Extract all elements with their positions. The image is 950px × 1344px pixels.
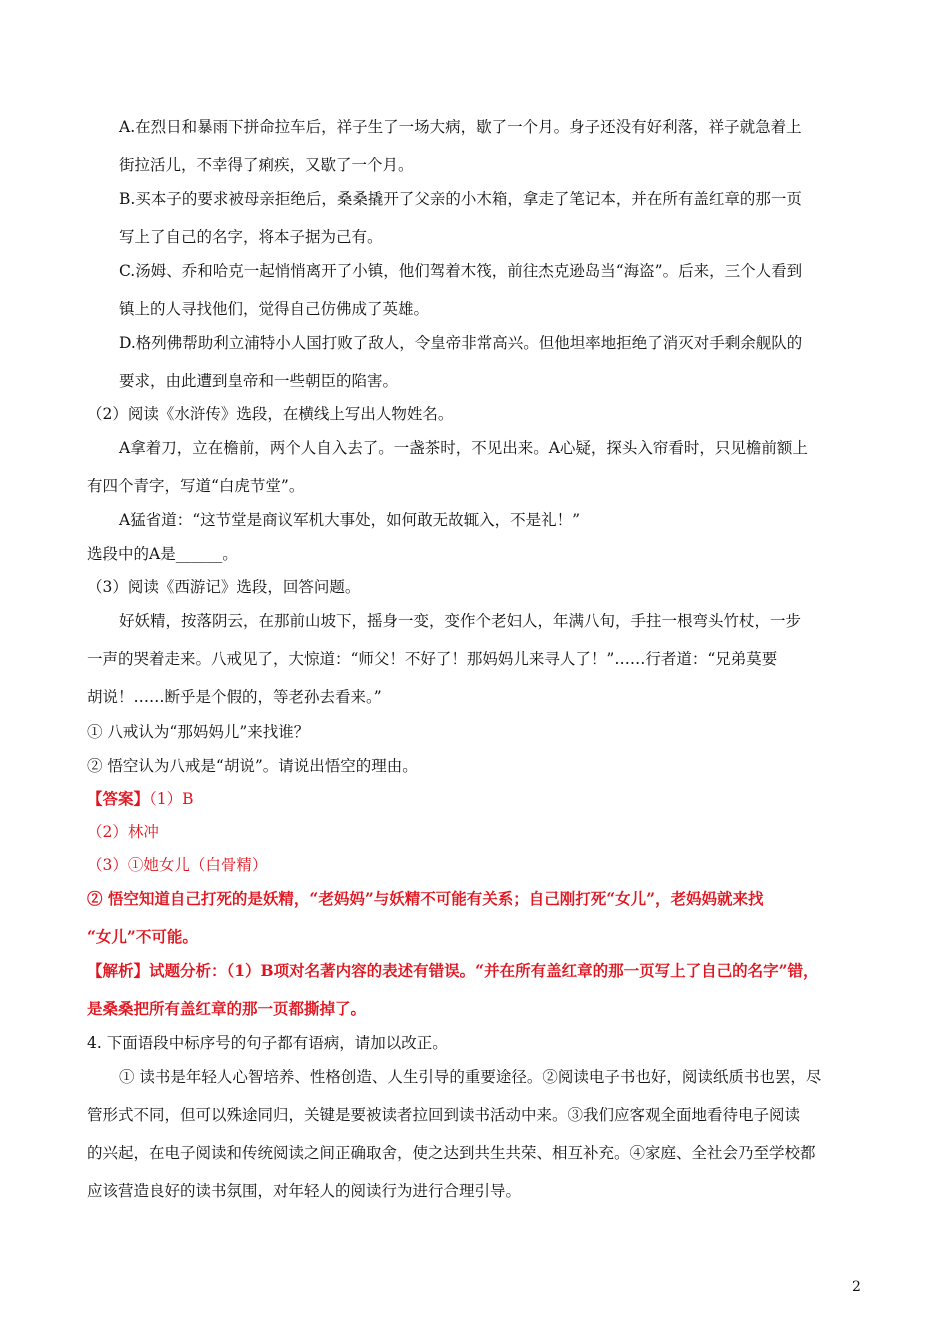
part3-passage-line2: 一声的哭着走来。八戒见了，大惊道：“师父！不好了！那妈妈儿来寻人了！”……行者道：“兄弟莫要 [87, 650, 778, 668]
q4-line4: 应该营造良好的读书氛围，对年轻人的阅读行为进行合理引导。 [87, 1182, 522, 1200]
answer-part4-line2: “女儿”不可能。 [87, 927, 198, 946]
part2-prompt: （2）阅读《水浒传》选段，在横线上写出人物姓名。 [87, 405, 454, 423]
part2-passage-line3: A猛省道：“这节堂是商议军机大事处，如何敢无故辄入，不是礼！” [119, 511, 581, 529]
option-a-line1: A.在烈日和暴雨下拼命拉车后，祥子生了一场大病，歇了一个月。身子还没有好利落，祥子就急着上 [119, 118, 802, 136]
part3-prompt: （3）阅读《西游记》选段，回答问题。 [87, 578, 361, 596]
answer-tag: 【答案】 [87, 789, 150, 808]
part2-passage-line1: A拿着刀，立在檐前，两个人自入去了。一盏茶时，不见出来。A心疑，探头入帘看时，只见檐前额上 [119, 439, 808, 457]
analysis-line1 [87, 961, 819, 981]
page-number: 2 [852, 1279, 861, 1295]
answer-part1: （1）B [149, 790, 194, 808]
q4-prompt: 4. 下面语段中标序号的句子都有语病，请加以改正。 [87, 1034, 448, 1052]
part2-blank: 选段中的A是______。 [87, 545, 238, 563]
option-a-line2: 街拉活儿，不幸得了痢疾，又歇了一个月。 [119, 156, 414, 174]
answer-part2: （2）林冲 [87, 823, 159, 841]
option-d-line1: D.格列佛帮助利立浦特小人国打败了敌人，令皇帝非常高兴。但他坦率地拒绝了消灭对手剩余舰队的 [119, 334, 803, 352]
answer-part3: （3）①她女儿（白骨精） [87, 856, 268, 874]
q4-line1: ① 读书是年轻人心智培养、性格创造、人生引导的重要途径。②阅读电子书也好，阅读纸质书也罢，尽 [119, 1068, 822, 1086]
option-c-line2: 镇上的人寻找他们，觉得自己仿佛成了英雄。 [119, 300, 430, 318]
option-b-line1: B.买本子的要求被母亲拒绝后，桑桑撬开了父亲的小木箱，拿走了笔记本，并在所有盖红章的那一页 [119, 190, 802, 208]
q4-line3: 的兴起，在电子阅读和传统阅读之间正确取舍，使之达到共生共荣、相互补充。④家庭、全社会乃至学校都 [87, 1144, 816, 1162]
option-c-line1: C.汤姆、乔和哈克一起悄悄离开了小镇，他们驾着木筏，前往杰克逊岛当“海盗”。后来，三个人看到 [119, 262, 803, 280]
answer-part4-line1: ② 悟空知道自己打死的是妖精，“老妈妈”与妖精不可能有关系；自己刚打死“女儿”，老妈妈就来找 [87, 889, 764, 908]
analysis-text1: 试题分析：（1）B项对名著内容的表述有错误。“并在所有盖红章的那一页写上了自己的名字”错， [149, 961, 819, 980]
analysis-tag: 【解析】 [87, 961, 150, 980]
answer-line1 [87, 789, 194, 809]
option-b-line2: 写上了自己的名字，将本子据为己有。 [119, 228, 383, 246]
part3-question1: ① 八戒认为“那妈妈儿”来找谁？ [87, 723, 310, 741]
analysis-line2: 是桑桑把所有盖红章的那一页都撕掉了。 [87, 999, 367, 1018]
q4-line2: 管形式不同，但可以殊途同归，关键是要被读者拉回到读书活动中来。③我们应客观全面地看待电子阅读 [87, 1106, 801, 1124]
part3-passage-line1: 好妖精，按落阴云，在那前山坡下，摇身一变，变作个老妇人，年满八旬，手拄一根弯头竹杖，一步 [119, 612, 802, 630]
option-d-line2: 要求，由此遭到皇帝和一些朝臣的陷害。 [119, 372, 399, 390]
part3-passage-line3: 胡说！……断乎是个假的，等老孙去看来。” [87, 688, 382, 706]
part2-passage-line2: 有四个青字，写道“白虎节堂”。 [87, 477, 305, 495]
part3-question2: ② 悟空认为八戒是“胡说”。请说出悟空的理由。 [87, 757, 418, 775]
